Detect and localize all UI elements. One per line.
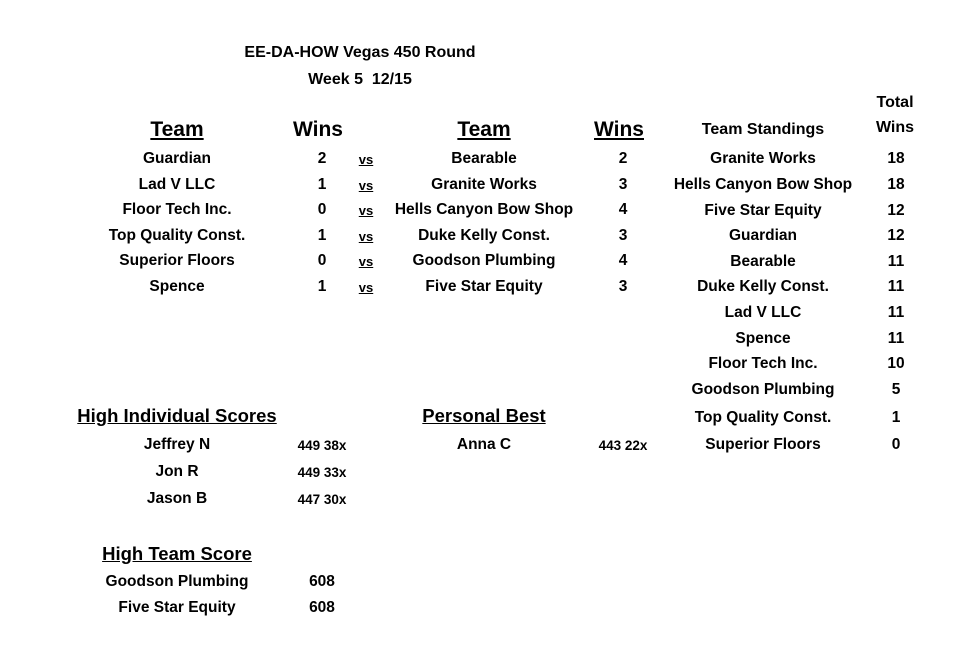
standings-wins: 11 — [887, 304, 905, 321]
individual-score: 447 30x — [297, 492, 347, 507]
standings-team: Bearable — [730, 253, 796, 270]
matchup-home-wins: 0 — [317, 252, 327, 269]
individual-name: Jason B — [146, 490, 208, 507]
matchup-away-team: Duke Kelly Const. — [418, 226, 550, 244]
page-title: EE-DA-HOW Vegas 450 Round — [244, 44, 476, 61]
standings-wins: 18 — [887, 176, 905, 193]
standings-team: Five Star Equity — [704, 202, 822, 219]
matchup-away-team: Bearable — [451, 150, 517, 167]
wins-header-right: Wins — [594, 118, 644, 141]
high-team-name: Five Star Equity — [118, 599, 236, 616]
matchup-away-team: Hells Canyon Bow Shop — [394, 201, 574, 218]
matchup-home-team: Top Quality Const. — [108, 226, 246, 244]
standings-wins: 12 — [887, 202, 905, 219]
team-header-left: Team — [150, 118, 204, 141]
matchup-home-wins: 1 — [317, 277, 327, 295]
matchup-home-wins: 1 — [317, 175, 327, 193]
matchup-away-team: Granite Works — [431, 175, 537, 193]
standings-header: Team Standings — [701, 121, 825, 138]
standings-wins: 0 — [891, 436, 901, 453]
standings-wins: 10 — [887, 355, 905, 372]
vs-label: vs — [358, 279, 374, 295]
standings-team: Granite Works — [710, 150, 816, 167]
standings-wins: 5 — [891, 381, 901, 398]
individual-name: Jon R — [155, 463, 199, 480]
personal-best-score: 443 22x — [598, 438, 648, 453]
high-team-name: Goodson Plumbing — [105, 573, 249, 590]
matchup-away-wins: 4 — [618, 201, 628, 218]
standings-team: Hells Canyon Bow Shop — [673, 176, 853, 193]
matchup-home-wins: 2 — [317, 150, 327, 167]
matchup-home-team: Guardian — [142, 150, 212, 167]
personal-best-header: Personal Best — [422, 405, 546, 426]
vs-label: vs — [358, 228, 374, 244]
matchup-away-wins: 3 — [618, 175, 628, 193]
total-wins-label: Wins — [875, 119, 915, 136]
standings-team: Duke Kelly Const. — [697, 278, 829, 295]
matchup-away-wins: 3 — [618, 277, 628, 295]
matchup-home-team: Spence — [149, 277, 205, 295]
personal-best-name: Anna C — [456, 436, 512, 453]
wins-header-left: Wins — [293, 118, 343, 141]
matchup-away-team: Five Star Equity — [425, 277, 543, 295]
matchup-home-team: Lad V LLC — [138, 175, 216, 193]
high-team-header: High Team Score — [102, 543, 252, 564]
standings-team: Lad V LLC — [724, 304, 802, 321]
standings-wins: 12 — [887, 227, 905, 244]
individual-name: Jeffrey N — [143, 436, 211, 453]
standings-team: Floor Tech Inc. — [708, 355, 818, 372]
vs-label: vs — [358, 254, 374, 269]
standings-wins: 11 — [887, 253, 905, 270]
standings-team: Superior Floors — [705, 436, 821, 453]
standings-team: Spence — [735, 330, 791, 347]
individual-score: 449 38x — [297, 438, 347, 453]
individual-score: 449 33x — [297, 465, 347, 480]
standings-wins: 11 — [887, 330, 905, 347]
matchup-home-wins: 1 — [317, 226, 327, 244]
matchup-home-team: Superior Floors — [119, 252, 235, 269]
high-team-score: 608 — [309, 573, 335, 590]
week-label: Week 5 12/15 — [308, 71, 412, 88]
matchup-away-wins: 4 — [618, 252, 628, 269]
vs-label: vs — [358, 177, 374, 193]
high-team-score: 608 — [309, 599, 335, 616]
matchup-away-team: Goodson Plumbing — [412, 252, 556, 269]
standings-team: Guardian — [728, 227, 798, 244]
matchup-home-wins: 0 — [317, 201, 327, 218]
standings-wins: 18 — [887, 150, 905, 167]
total-label: Total — [876, 94, 914, 111]
matchup-away-wins: 2 — [618, 150, 628, 167]
matchup-away-wins: 3 — [618, 226, 628, 244]
vs-label: vs — [358, 152, 374, 167]
high-individual-header: High Individual Scores — [77, 405, 277, 426]
standings-wins: 1 — [891, 409, 901, 426]
standings-wins: 11 — [887, 278, 905, 295]
standings-team: Goodson Plumbing — [691, 381, 835, 398]
team-header-right: Team — [457, 118, 511, 141]
matchup-home-team: Floor Tech Inc. — [122, 201, 232, 218]
standings-team: Top Quality Const. — [694, 409, 832, 426]
vs-label: vs — [358, 203, 374, 218]
